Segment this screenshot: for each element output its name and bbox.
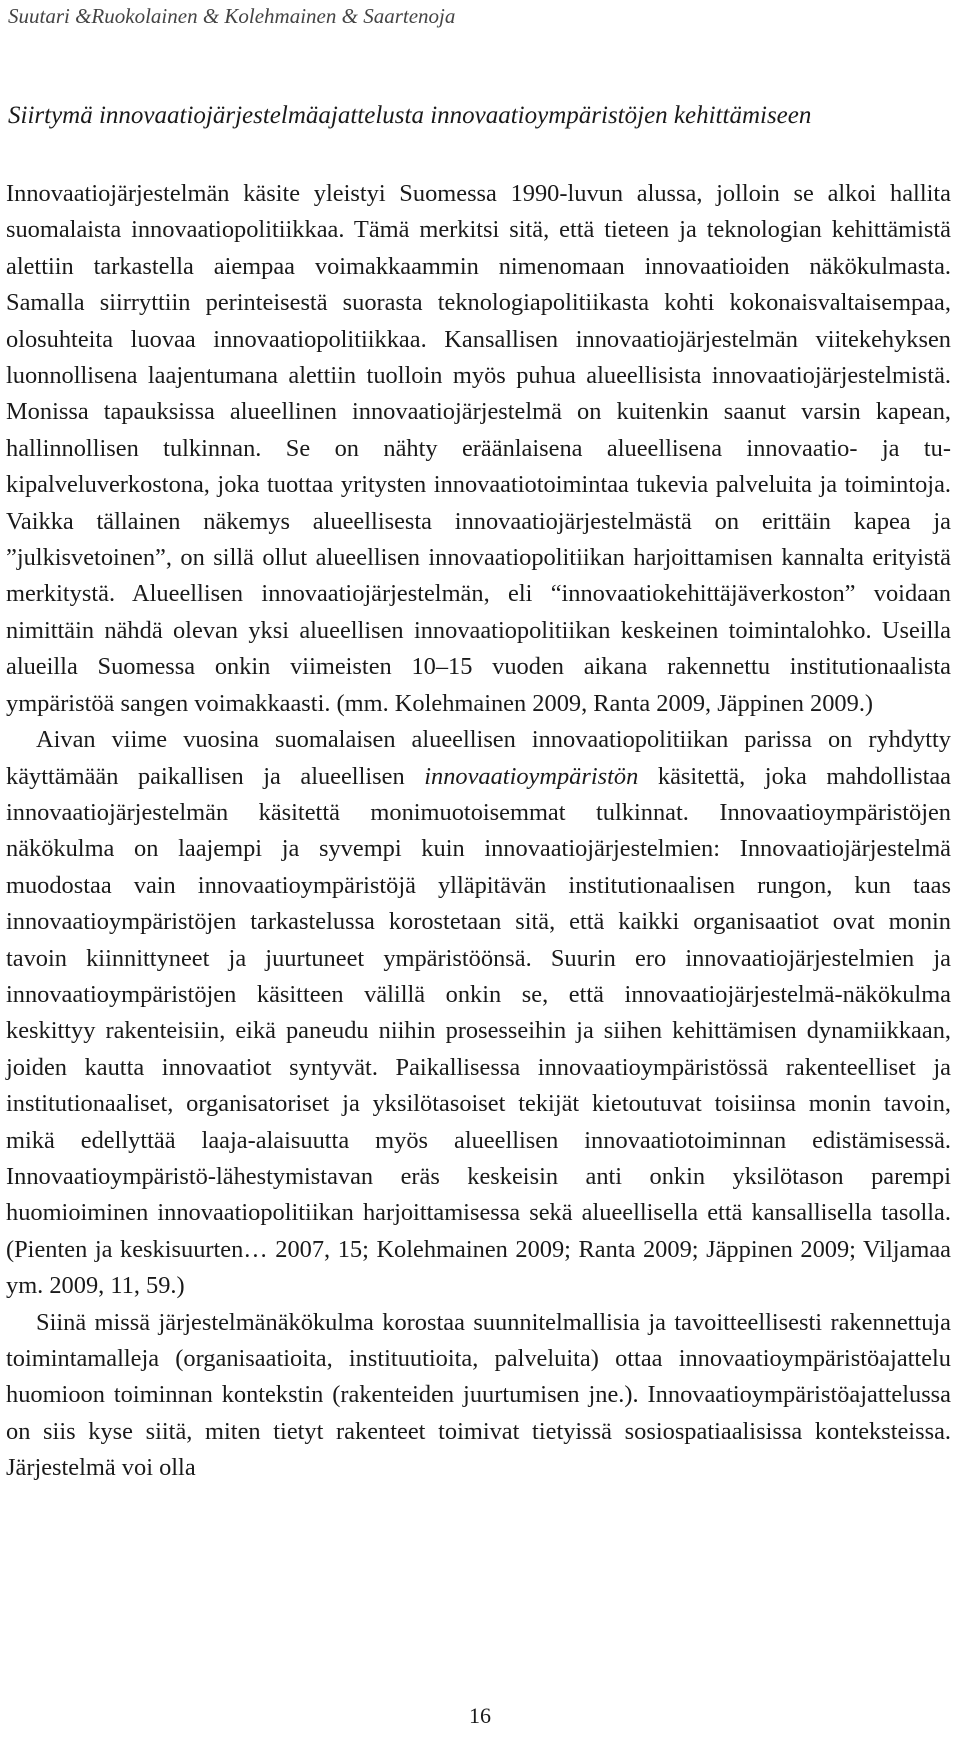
- paragraph-2-text-a: Aivan viime vuosina suomalaisen alueellisen innovaatiopolitiikan parissa on ryhdytty käyttämään paikallisen ja alueellisen: [6, 726, 951, 790]
- paragraph-2-text-b: käsitettä, joka mahdollistaa innovaatiojärjestelmän käsitettä monimuotoisemmat tulkinnat. Innovaatioympäristöjen näkökulma on laajempi ja syvempi kuin innovaatiojärjestelmien: Innovaatiojärjestelmä muodostaa vain innovaatioympäristöjä ylläpitävän institutionaalisen rungon, kun taas innovaatioympäristöjen tarkastelussa korostetaan sitä, että kaikki organisaatiot ovat monin tavoin kiinnittyneet ja juurtuneet ympäristöönsä. Suurin ero innovaatiojärjestelmien ja innovaatioympäristöjen käsitteen välillä onkin se, että innovaatiojärjestelmä-näkökulma keskittyy rakenteisiin, eikä paneudu niihin prosesseihin ja siihen kehittämisen dynamiikkaan, joiden kautta innovaatiot syntyvät. Paikallisessa innovaatioympäristössä rakenteelliset ja institutionaaliset, organisatoriset ja yksilötasoiset tekijät kietoutuvat toisiinsa monin tavoin, mikä edellyttää laaja-alaisuutta myös alueellisen innovaatiotoiminnan edistämisessä. Innovaatioympäristö-lähestymistavan eräs keskeisin anti onkin yksilötason parempi huomioiminen innovaatiopolitiikan harjoittamisessa sekä alueellisella että kansallisella tasolla. (Pienten ja keskisuurten… 2007, 15; Kolehmainen 2009; Ranta 2009; Jäppinen 2009; Viljamaa ym. 2009, 11, 59.): [6, 762, 951, 1300]
- paragraph-3: Siinä missä järjestelmänäkökulma korostaa suunnitelmallisia ja tavoitteellisesti rakennettuja toimintamalleja (organisaatioita, instituutioita, palveluita) ottaa innovaatioympäristöajattelu huomioon toiminnan kontekstin (rakenteiden juurtumisen jne.). Innovaatioympäristöajattelussa on siis kyse siitä, miten tietyt rakenteet toimivat tietyissä sosiospatiaalisissa konteksteissa. Järjestelmä voi olla: [6, 1308, 951, 1482]
- body-text: [6, 176, 951, 1487]
- running-header: Suutari &Ruokolainen & Kolehmainen & Saartenoja: [8, 4, 456, 28]
- paragraph-1: Innovaatiojärjestelmän käsite yleistyi Suomessa 1990-luvun alussa, jolloin se alkoi hallita suomalaista innovaatiopolitiikkaa. Tämä merkitsi sitä, että tieteen ja teknologian kehittämistä alettiin tarkastella aiempaa voimakkaammin nimenomaan innovaatioiden näkökulmasta. Samalla siirryttiin perinteisestä suorasta teknologiapolitiikasta kohti kokonaisvaltaisempaa, olosuhteita luovaa innovaatiopolitiikkaa. Kansallisen innovaatiojärjestelmän viitekehyksen luonnollisena laajentumana alettiin tuolloin myös puhua alueellisista innovaatiojärjestelmistä. Monissa tapauksissa alueellinen innovaatiojärjestelmä on kuitenkin saanut varsin kapean, hallinnollisen tulkinnan. Se on nähty eräänlaisena alueellisena innovaatio- ja tukipalveluverkostona, joka tuottaa yritysten innovaatiotoimintaa tukevia palveluita ja toimintoja. Vaikka tällainen näkemys alueellisesta innovaatiojärjestelmästä on erittäin kapea ja ”julkisvetoinen”, on sillä ollut alueellisen innovaatiopolitiikan harjoittamisen kannalta erityistä merkitystä. Alueellisen innovaatiojärjestelmän, eli “innovaatiokehittäjäverkoston” voidaan nimittäin nähdä olevan yksi alueellisen innovaatiopolitiikan keskeinen toimintalohko. Useilla alueilla Suomessa onkin viimeisten 10–15 vuoden aikana rakennettu institutionaalista ympäristöä sangen voimakkaasti. (mm. Kolehmainen 2009, Ranta 2009, Jäppinen 2009.): [6, 180, 951, 717]
- paragraph-2: [6, 722, 951, 1305]
- page-number: 16: [469, 1703, 491, 1728]
- section-heading: Siirtymä innovaatiojärjestelmäajattelusta innovaatioympäristöjen kehittämiseen: [8, 102, 812, 129]
- emphasized-term: innovaatioympäristön: [424, 762, 639, 790]
